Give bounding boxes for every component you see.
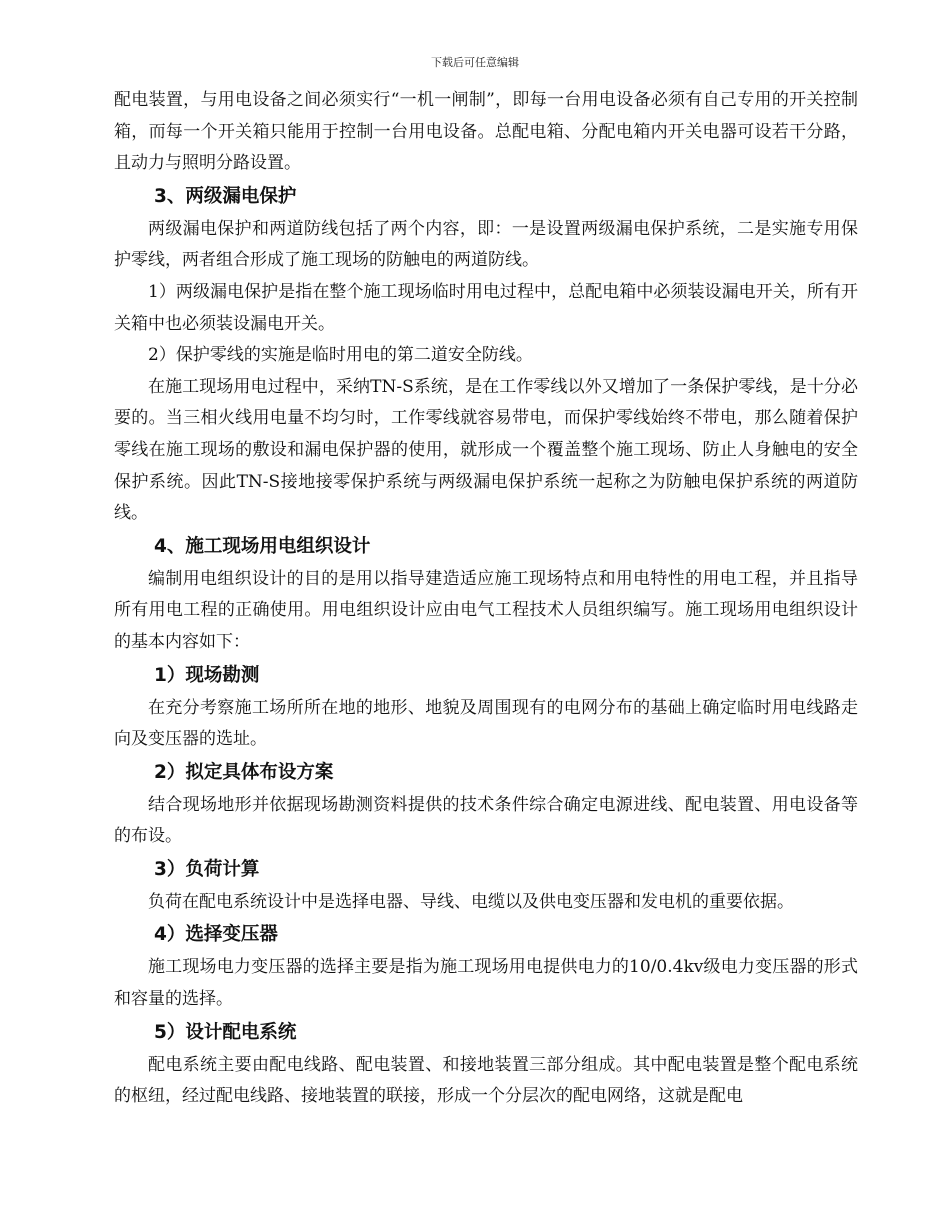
- page-header: 下载后可任意编辑: [431, 56, 519, 69]
- paragraph: 结合现场地形并依据现场勘测资料提供的技术条件综合确定电源进线、配电装置、用电设备等的布设。: [114, 794, 858, 847]
- section-heading: 4、施工现场用电组织设计: [154, 535, 371, 557]
- subsection-heading: 5）设计配电系统: [154, 1021, 297, 1043]
- paragraph: 配电装置，与用电设备之间必须实行“一机一闸制”，即每一台用电设备必须有自己专用的开关控制箱，而每一个开关箱只能用于控制一台用电设备。总配电箱、分配电箱内开关电器可设若干分路，且动力与照明分路设置。: [114, 90, 858, 174]
- subsection-heading: 3）负荷计算: [154, 858, 260, 880]
- paragraph: 在充分考察施工场所所在地的地形、地貌及周围现有的电网分布的基础上确定临时用电线路走向及变压器的选址。: [114, 697, 858, 750]
- paragraph: 两级漏电保护和两道防线包括了两个内容，即：一是设置两级漏电保护系统，二是实施专用保护零线，两者组合形成了施工现场的防触电的两道防线。: [114, 218, 858, 271]
- paragraph: 编制用电组织设计的目的是用以指导建造适应施工现场特点和用电特性的用电工程，并且指导所有用电工程的正确使用。用电组织设计应由电气工程技术人员组织编写。施工现场用电组织设计的基本内容如下：: [114, 568, 858, 652]
- paragraph: 负荷在配电系统设计中是选择电器、导线、电缆以及供电变压器和发电机的重要依据。: [148, 891, 794, 912]
- paragraph: 2）保护零线的实施是临时用电的第二道安全防线。: [148, 345, 533, 366]
- subsection-heading: 2）拟定具体布设方案: [154, 761, 334, 783]
- subsection-heading: 4）选择变压器: [154, 924, 278, 946]
- paragraph: 在施工现场用电过程中，采纳TN-S系统，是在工作零线以外又增加了一条保护零线，是十分必要的。当三相火线用电量不均匀时，工作零线就容易带电，而保护零线始终不带电，那么随着保护零线在施工现场的敷设和漏电保护器的使用，就形成一个覆盖整个施工现场、防止人身触电的安全保护系统。因此TN-S接地接零保护系统与两级漏电保护系统一起称之为防触电保护系统的两道防线。: [114, 376, 858, 524]
- paragraph: 施工现场电力变压器的选择主要是指为施工现场用电提供电力的10/0.4kv级电力变压器的形式和容量的选择。: [114, 957, 858, 1010]
- subsection-heading: 1）现场勘测: [154, 664, 260, 686]
- paragraph: 配电系统主要由配电线路、配电装置、和接地装置三部分组成。其中配电装置是整个配电系统的枢纽，经过配电线路、接地装置的联接，形成一个分层次的配电网络，这就是配电: [114, 1054, 858, 1107]
- section-heading: 3、两级漏电保护: [154, 185, 297, 207]
- document-body: [114, 85, 858, 1113]
- paragraph: 1）两级漏电保护是指在整个施工现场临时用电过程中，总配电箱中必须装设漏电开关，所有开关箱中也必须装设漏电开关。: [114, 281, 858, 334]
